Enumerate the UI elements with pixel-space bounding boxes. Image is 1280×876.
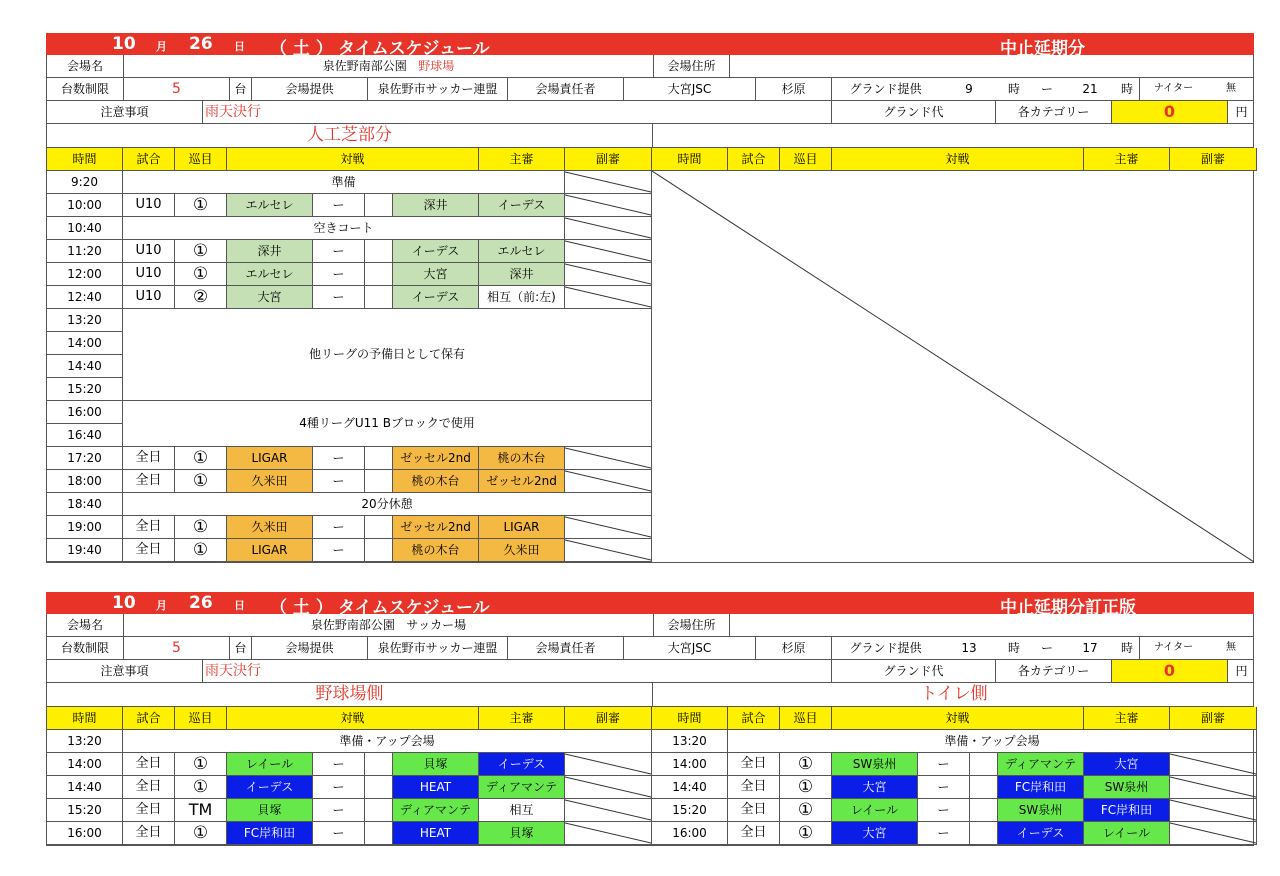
time-cell: 9:20	[47, 171, 123, 194]
referee-cell: 久米田	[479, 539, 565, 562]
empty-slash	[565, 799, 651, 821]
home-team: 大宮	[832, 822, 918, 845]
versus-mark: ー	[313, 470, 365, 493]
sheet-note: 中止延期分	[1000, 39, 1085, 59]
referee-cell: ディアマンテ	[479, 776, 565, 799]
referee-cell: FC岸和田	[1084, 799, 1170, 822]
spacer-cell	[365, 776, 393, 799]
match-cell: 全日	[123, 470, 175, 493]
limit-label: 台数制限	[60, 641, 109, 655]
away-team: HEAT	[393, 776, 479, 799]
header-time: 時間	[652, 148, 728, 171]
time-cell: 16:00	[652, 822, 728, 845]
away-team: HEAT	[393, 822, 479, 845]
referee-cell: 貝塚	[479, 822, 565, 845]
spacer-cell	[365, 286, 393, 309]
provider-label: 会場提供	[251, 78, 367, 100]
notes-label: 注意事項	[100, 664, 149, 678]
spacer-cell	[970, 776, 998, 799]
home-team: LIGAR	[227, 447, 313, 470]
home-team: FC岸和田	[227, 822, 313, 845]
versus-mark: ー	[313, 776, 365, 799]
header-round: 巡目	[780, 707, 832, 730]
header-referee: 主審	[479, 148, 565, 171]
referee-cell: ゼッセル2nd	[479, 470, 565, 493]
header-referee: 主審	[479, 707, 565, 730]
fee-label: グランド代	[831, 660, 995, 682]
notes-value: 雨天決行	[202, 101, 831, 123]
provider-label: 会場提供	[251, 637, 367, 659]
home-team: LIGAR	[227, 539, 313, 562]
versus-mark: ー	[313, 447, 365, 470]
spacer-cell	[970, 753, 998, 776]
time-cell: 18:00	[47, 470, 123, 493]
away-team: 大宮	[393, 263, 479, 286]
header-time: 時間	[652, 707, 728, 730]
table-header	[47, 707, 1253, 730]
time-cell: 16:00	[47, 401, 123, 424]
empty-slash	[565, 194, 651, 216]
venue-name-cell	[123, 614, 653, 636]
title-bar	[46, 592, 1254, 618]
day: 26	[189, 34, 213, 54]
empty-slash	[565, 171, 651, 193]
hour-unit-1: 時	[1007, 82, 1020, 96]
header-time: 時間	[47, 148, 123, 171]
empty-slash	[565, 516, 651, 538]
empty-slash	[565, 753, 651, 775]
address-label: 会場住所	[653, 55, 729, 77]
nighter-value: 無	[1226, 642, 1236, 653]
spacer-cell	[365, 799, 393, 822]
section-title-right	[652, 124, 1255, 147]
spacer-cell	[365, 240, 393, 263]
home-team: 大宮	[832, 776, 918, 799]
empty-slash	[565, 217, 651, 239]
spacer-cell	[365, 470, 393, 493]
yen-unit: 円	[1227, 101, 1255, 123]
spacer-cell	[365, 539, 393, 562]
match-cell: U10	[123, 263, 175, 286]
home-team: 久米田	[227, 516, 313, 539]
match-cell: 全日	[123, 539, 175, 562]
header-time: 時間	[47, 707, 123, 730]
header-matchup: 対戦	[227, 148, 479, 171]
spacer-cell	[365, 516, 393, 539]
day-unit: 日	[234, 40, 245, 53]
ground-to: 17	[1082, 641, 1098, 655]
referee-cell: レイール	[1084, 822, 1170, 845]
referee-cell: 深井	[479, 263, 565, 286]
schedule-table	[47, 730, 1253, 845]
provider-value: 泉佐野市サッカー連盟	[367, 637, 507, 659]
ground-from: 13	[961, 641, 977, 655]
limit-value: 5	[123, 637, 229, 659]
empty-slash	[1170, 799, 1256, 821]
round-cell: ①	[175, 194, 227, 217]
referee-cell: 相互	[479, 799, 565, 822]
home-team: エルセレ	[227, 194, 313, 217]
spacer-cell	[970, 799, 998, 822]
round-cell: ①	[175, 776, 227, 799]
nighter-label: ナイター	[1139, 78, 1207, 100]
time-cell: 14:40	[47, 355, 123, 378]
header-match: 試合	[123, 707, 175, 730]
versus-mark: ー	[313, 516, 365, 539]
versus-mark: ー	[313, 799, 365, 822]
fee-value: 0	[1111, 660, 1227, 682]
away-team: ゼッセル2nd	[393, 516, 479, 539]
round-cell: ①	[780, 776, 832, 799]
time-cell: 19:40	[47, 539, 123, 562]
time-cell: 10:00	[47, 194, 123, 217]
round-cell: ②	[175, 286, 227, 309]
empty-slash	[1170, 753, 1256, 775]
versus-mark: ー	[313, 240, 365, 263]
time-cell: 14:40	[652, 776, 728, 799]
table-header	[47, 148, 1253, 171]
referee-cell: エルセレ	[479, 240, 565, 263]
match-cell: 全日	[123, 447, 175, 470]
away-team: イーデス	[393, 240, 479, 263]
notes-value: 雨天決行	[202, 660, 831, 682]
match-cell: U10	[123, 286, 175, 309]
span-text: 準備・アップ会場	[123, 730, 652, 753]
venue-name: 泉佐野南部公園	[322, 59, 407, 73]
time-cell: 14:00	[47, 332, 123, 355]
weekday: （ 土 ）	[270, 598, 333, 618]
header-referee: 主審	[1084, 148, 1170, 171]
round-cell: ①	[175, 240, 227, 263]
time-cell: 15:20	[47, 799, 123, 822]
hour-unit-2: 時	[1120, 641, 1133, 655]
versus-mark: ー	[313, 263, 365, 286]
range-dash: ー	[1040, 641, 1053, 655]
time-cell: 15:20	[652, 799, 728, 822]
manager-label: 会場責任者	[507, 637, 623, 659]
hour-unit-2: 時	[1120, 82, 1133, 96]
away-team: SW泉州	[998, 799, 1084, 822]
reserve-text: 他リーグの予備日として保有	[123, 309, 652, 401]
empty-slash	[1170, 822, 1256, 844]
away-team: ディアマンテ	[393, 799, 479, 822]
nighter-value: 無	[1226, 83, 1236, 94]
match-cell: 全日	[728, 799, 780, 822]
match-cell: 全日	[123, 799, 175, 822]
day: 26	[189, 593, 213, 613]
round-cell: ①	[175, 539, 227, 562]
referee-cell: イーデス	[479, 194, 565, 217]
round-cell: ①	[175, 470, 227, 493]
sheet-title: タイムスケジュール	[338, 598, 490, 618]
header-match: 試合	[728, 148, 780, 171]
limit-value: 5	[123, 78, 229, 100]
header-match: 試合	[123, 148, 175, 171]
section-title-right: トイレ側	[652, 683, 1255, 706]
time-cell: 16:00	[47, 822, 123, 845]
spacer-cell	[365, 263, 393, 286]
sheet-note: 中止延期分訂正版	[1000, 598, 1136, 618]
time-cell: 10:40	[47, 217, 123, 240]
category-label: 各カテゴリー	[995, 101, 1111, 123]
weekday: （ 土 ）	[270, 39, 333, 59]
away-team: 深井	[393, 194, 479, 217]
month: 10	[112, 593, 136, 613]
ground-label: グランド提供	[831, 78, 939, 100]
ground-from: 9	[965, 82, 973, 96]
category-label: 各カテゴリー	[995, 660, 1111, 682]
versus-mark: ー	[313, 753, 365, 776]
home-team: エルセレ	[227, 263, 313, 286]
referee-cell: 相互（前:左)	[479, 286, 565, 309]
header-assistant: 副審	[565, 707, 652, 730]
match-cell: U10	[123, 194, 175, 217]
header-assistant: 副審	[565, 148, 652, 171]
limit-unit: 台	[229, 78, 251, 100]
empty-slash	[565, 263, 651, 285]
time-cell: 13:20	[652, 730, 728, 753]
round-cell: ①	[780, 822, 832, 845]
time-cell: 14:00	[47, 753, 123, 776]
time-cell: 15:20	[47, 378, 123, 401]
away-team: FC岸和田	[998, 776, 1084, 799]
manager-name: 杉原	[755, 637, 831, 659]
empty-slash	[565, 470, 651, 492]
ground-to: 21	[1082, 82, 1098, 96]
home-team: 久米田	[227, 470, 313, 493]
header-referee: 主審	[1084, 707, 1170, 730]
time-cell: 19:00	[47, 516, 123, 539]
spacer-cell	[365, 194, 393, 217]
versus-mark: ー	[918, 753, 970, 776]
empty-slash	[1170, 776, 1256, 798]
match-cell: U10	[123, 240, 175, 263]
empty-slash	[565, 286, 651, 308]
hour-unit-1: 時	[1007, 641, 1020, 655]
referee-cell: LIGAR	[479, 516, 565, 539]
match-cell: 全日	[123, 753, 175, 776]
fee-value: 0	[1111, 101, 1227, 123]
time-cell: 12:40	[47, 286, 123, 309]
yen-unit: 円	[1227, 660, 1255, 682]
round-cell: ①	[175, 516, 227, 539]
versus-mark: ー	[313, 822, 365, 845]
header-matchup: 対戦	[227, 707, 479, 730]
sheet-title: タイムスケジュール	[338, 39, 490, 59]
header-matchup: 対戦	[832, 707, 1084, 730]
empty-panel-diagonal	[652, 171, 1254, 562]
versus-mark: ー	[313, 286, 365, 309]
away-team: ディアマンテ	[998, 753, 1084, 776]
empty-slash	[565, 240, 651, 262]
notes-label: 注意事項	[100, 105, 149, 119]
round-cell: ①	[780, 753, 832, 776]
spacer-cell	[365, 447, 393, 470]
span-text: 20分休憩	[123, 493, 652, 516]
schedule-table	[47, 171, 1253, 562]
day-unit: 日	[234, 599, 245, 612]
home-team: レイール	[832, 799, 918, 822]
time-cell: 18:40	[47, 493, 123, 516]
span-text: 空きコート	[123, 217, 565, 240]
home-team: イーデス	[227, 776, 313, 799]
match-cell: 全日	[728, 753, 780, 776]
round-cell: ①	[175, 447, 227, 470]
round-cell: ①	[175, 263, 227, 286]
time-cell: 16:40	[47, 424, 123, 447]
header-round: 巡目	[175, 148, 227, 171]
manager-team: 大宮JSC	[623, 78, 755, 100]
address-label: 会場住所	[653, 614, 729, 636]
away-team: ゼッセル2nd	[393, 447, 479, 470]
time-cell: 12:00	[47, 263, 123, 286]
spacer-cell	[365, 753, 393, 776]
referee-cell: 桃の木台	[479, 447, 565, 470]
address-value	[729, 55, 1255, 77]
empty-slash	[565, 776, 651, 798]
empty-slash	[565, 447, 651, 469]
fee-label: グランド代	[831, 101, 995, 123]
time-cell: 17:20	[47, 447, 123, 470]
referee-cell: SW泉州	[1084, 776, 1170, 799]
referee-cell: 大宮	[1084, 753, 1170, 776]
round-cell: ①	[780, 799, 832, 822]
away-team: 桃の木台	[393, 470, 479, 493]
time-cell: 13:20	[47, 730, 123, 753]
match-cell: 全日	[123, 822, 175, 845]
match-cell: 全日	[123, 516, 175, 539]
manager-label: 会場責任者	[507, 78, 623, 100]
home-team: SW泉州	[832, 753, 918, 776]
home-team: 深井	[227, 240, 313, 263]
month-unit: 月	[156, 40, 167, 53]
schedule-sheet-1	[46, 33, 1254, 563]
span-text: 準備・アップ会場	[728, 730, 1257, 753]
span-text: 準備	[123, 171, 565, 194]
round-cell: ①	[175, 753, 227, 776]
time-cell: 13:20	[47, 309, 123, 332]
away-team: イーデス	[393, 286, 479, 309]
header-assistant: 副審	[1170, 148, 1257, 171]
venue-label: 会場名	[66, 618, 103, 632]
limit-label: 台数制限	[60, 82, 109, 96]
round-cell: TM	[175, 799, 227, 822]
round-cell: ①	[175, 822, 227, 845]
venue-label: 会場名	[66, 59, 103, 73]
month-unit: 月	[156, 599, 167, 612]
home-team: レイール	[227, 753, 313, 776]
versus-mark: ー	[313, 539, 365, 562]
limit-unit: 台	[229, 637, 251, 659]
venue-name-cell	[123, 55, 653, 77]
manager-team: 大宮JSC	[623, 637, 755, 659]
manager-name: 杉原	[755, 78, 831, 100]
spacer-cell	[970, 822, 998, 845]
ground-label: グランド提供	[831, 637, 939, 659]
header-round: 巡目	[175, 707, 227, 730]
header-assistant: 副審	[1170, 707, 1257, 730]
versus-mark: ー	[918, 799, 970, 822]
time-cell: 11:20	[47, 240, 123, 263]
range-dash: ー	[1040, 82, 1053, 96]
venue-name: 泉佐野南部公園	[310, 618, 395, 632]
time-cell: 14:00	[652, 753, 728, 776]
schedule-sheet-2	[46, 592, 1254, 846]
header-matchup: 対戦	[832, 148, 1084, 171]
referee-cell: イーデス	[479, 753, 565, 776]
month: 10	[112, 34, 136, 54]
section-title-left: 人工芝部分	[307, 125, 392, 145]
match-cell: 全日	[728, 776, 780, 799]
empty-slash	[565, 539, 651, 561]
spacer-cell	[365, 822, 393, 845]
provider-value: 泉佐野市サッカー連盟	[367, 78, 507, 100]
header-match: 試合	[728, 707, 780, 730]
match-cell: 全日	[728, 822, 780, 845]
home-team: 大宮	[227, 286, 313, 309]
empty-slash	[565, 822, 651, 844]
away-team: イーデス	[998, 822, 1084, 845]
home-team: 貝塚	[227, 799, 313, 822]
title-bar	[46, 33, 1254, 59]
versus-mark: ー	[313, 194, 365, 217]
time-cell: 14:40	[47, 776, 123, 799]
block-text: 4種リーグU11 Bブロックで使用	[123, 401, 652, 447]
away-team: 桃の木台	[393, 539, 479, 562]
venue-sub: サッカー場	[406, 618, 467, 632]
versus-mark: ー	[918, 776, 970, 799]
section-title-left: 野球場側	[315, 684, 384, 704]
match-cell: 全日	[123, 776, 175, 799]
header-round: 巡目	[780, 148, 832, 171]
versus-mark: ー	[918, 822, 970, 845]
venue-sub: 野球場	[418, 59, 455, 73]
nighter-label: ナイター	[1139, 637, 1207, 659]
away-team: 貝塚	[393, 753, 479, 776]
address-value	[729, 614, 1255, 636]
